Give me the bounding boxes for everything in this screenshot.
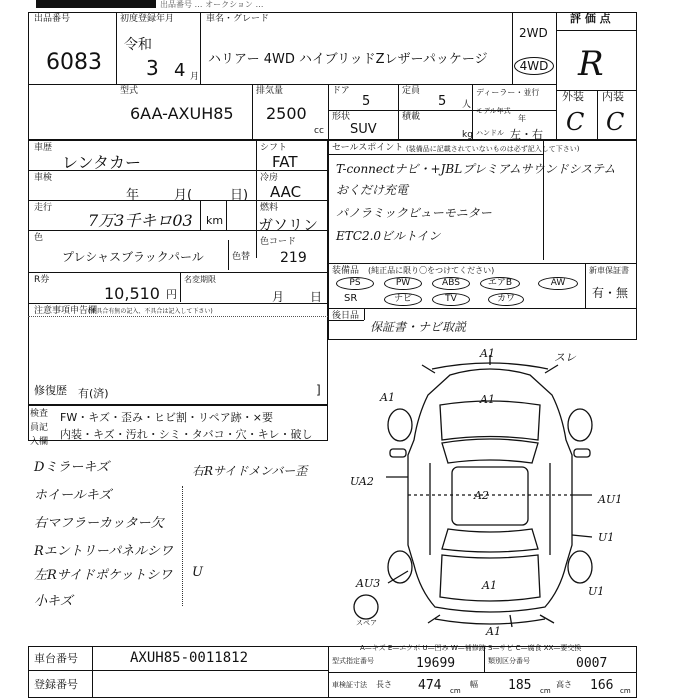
note-side: 左Rサイドポケットシワ — [34, 568, 173, 583]
mark-hood: A1 — [480, 393, 495, 406]
note-aisle: 小キズ — [34, 594, 73, 609]
notes-label: 注意事項申告欄 — [34, 306, 98, 316]
note-wheel: ホイールキズ — [34, 488, 112, 503]
repair-bracket: ] — [316, 383, 321, 397]
registration-label: 初度登録年月 — [120, 14, 175, 24]
equip-navi: ナビ — [384, 293, 422, 306]
equip-airbag: エアB — [480, 277, 520, 290]
mark-rear-right: U1 — [588, 585, 605, 598]
color-change-label: 色替 — [232, 252, 251, 262]
sales-label: セールスポイント — [332, 143, 404, 153]
recycle-value: 10,510 — [104, 284, 160, 303]
handle-label: ハンドル — [476, 129, 504, 137]
mark-roof: A2 — [474, 489, 489, 502]
sales-line-3: パノラミックビューモニター — [336, 206, 492, 220]
sales-line-1: T-connectナビ・+JBLプレミアムサウンドシステム — [336, 162, 616, 176]
inspection-month: 月( — [174, 188, 193, 203]
fuel-label: 燃料 — [260, 203, 279, 213]
drive-2wd: 2WD — [519, 26, 548, 40]
exterior-label: 外装 — [562, 90, 584, 103]
width-unit: cm — [540, 687, 551, 695]
chassis-label: 車台番号 — [34, 652, 78, 665]
color-value: プレシャスブラックパール — [62, 250, 204, 264]
roof — [452, 467, 528, 525]
aircon-label: 冷房 — [260, 173, 279, 183]
doors-value: 5 — [362, 94, 371, 109]
sales-line-2: おくだけ充電 — [336, 183, 409, 197]
capacity-label: 定員 — [402, 86, 421, 96]
recycle-unit: 円 — [166, 288, 177, 301]
dimension-label: 車検証寸法 — [332, 681, 367, 689]
new-warranty-value: 有・無 — [592, 286, 629, 300]
registration-era: 令和 — [124, 37, 152, 53]
mark-trunk: A1 — [482, 579, 497, 592]
registration-month-unit: 月 — [190, 72, 200, 82]
addendum-label: 後日品 — [332, 311, 360, 321]
mark-rear: A1 — [486, 625, 501, 635]
rear-right-tire — [568, 551, 592, 583]
registration-no-label: 登録番号 — [34, 678, 78, 691]
trunk — [440, 555, 540, 601]
top-strip — [36, 0, 156, 8]
displacement-value: 2500 — [266, 104, 307, 123]
inspector-row-1: FW・キズ・歪み・ヒビ割・リペア跡・×要 — [60, 411, 273, 424]
payload-unit: kg — [462, 130, 473, 140]
exterior-grade: C — [566, 108, 585, 136]
lot-label: 出品番号 — [34, 14, 71, 24]
spare-label: スペア — [356, 619, 377, 627]
model-year-label: モデル年式 — [476, 107, 511, 115]
mileage-label: 走行 — [34, 203, 53, 213]
mileage-unit: km — [206, 214, 224, 227]
sales-line-4: ETC2.0ビルトイン — [336, 229, 441, 243]
tax-month: 月 — [272, 290, 285, 304]
class-no-label: 類別区分番号 — [488, 657, 530, 665]
notes-sub: (不具合有無の記入、不具合は記入して下さい) — [88, 308, 213, 315]
height-label: 高さ — [556, 680, 572, 689]
note-muffler: 右マフラーカッター欠 — [34, 516, 164, 531]
equip-tv: TV — [432, 293, 470, 306]
capacity-value: 5 — [438, 94, 447, 109]
inspection-label: 車検 — [34, 173, 53, 183]
handle-value: 左・右 — [510, 128, 543, 141]
equip-pw: PW — [384, 277, 422, 290]
inspector-row-2: 内装・キズ・汚れ・シミ・タバコ・穴・キレ・破し — [60, 428, 313, 441]
mark-front: A1 — [480, 347, 495, 360]
mark-front-slash: スレ — [554, 351, 576, 364]
damage-legend: A—キズ E—エクボ U—凹み W—補修跡 S—サビ C—腐食 XX—要交換 — [360, 644, 582, 652]
width-value: 185 — [508, 678, 532, 693]
left-mirror — [390, 449, 406, 457]
model-label: 型式 — [120, 86, 139, 96]
displacement-label: 排気量 — [256, 86, 284, 96]
mark-right-door: AU1 — [598, 493, 623, 506]
sales-sub: (装備品に記載されていないものは必ず記入して下さい) — [406, 145, 580, 153]
score-label: 評 価 点 — [570, 12, 611, 25]
windshield — [442, 439, 538, 463]
dealer-label: ディーラー・並行 — [476, 88, 540, 97]
note-right: 右Rサイドメンバー歪 — [192, 464, 308, 478]
usage-value: レンタカー — [62, 153, 141, 172]
payload-label: 積載 — [402, 112, 421, 122]
interior-grade: C — [606, 108, 625, 136]
mark-right-rear: U1 — [598, 531, 615, 544]
rear-bumper — [435, 619, 545, 624]
inspection-day: 日) — [230, 188, 249, 203]
rear-window — [442, 529, 538, 552]
model-value: 6AA-AXUH85 — [130, 104, 234, 123]
equipment-label: 装備品 — [332, 266, 360, 276]
hood — [440, 401, 540, 440]
tax-day: 日 — [310, 290, 323, 304]
doors-label: ドア — [332, 86, 350, 96]
new-warranty-label: 新車保証書 — [589, 266, 629, 275]
top-strip-text: 出品番号 … オークション … — [160, 0, 264, 9]
length-unit: cm — [450, 687, 461, 695]
equip-sr: SR — [344, 293, 358, 304]
color-label: 色 — [34, 233, 44, 243]
shift-label: シフト — [260, 143, 288, 153]
mark-left-front: A1 — [380, 391, 395, 404]
type-cert-value: 19699 — [416, 656, 456, 671]
length-value: 474 — [418, 678, 442, 693]
front-right-tire — [568, 409, 592, 441]
note-u: U — [192, 565, 203, 580]
mileage-value: 7万3千キロ03 — [88, 211, 193, 230]
body-label: 形状 — [332, 112, 351, 122]
inspection-year: 年 — [126, 188, 140, 203]
repair-label: 修復歴 — [34, 384, 67, 397]
score-value: R — [578, 44, 604, 84]
equip-ps: PS — [336, 277, 374, 290]
front-left-tire — [388, 409, 412, 441]
inspector-label: 検査員記入欄 — [30, 409, 49, 447]
body-value: SUV — [350, 122, 377, 137]
interior-label: 内装 — [602, 90, 624, 103]
vehicle-label: 車名・グレード — [206, 14, 270, 24]
mark-left-door: UA2 — [350, 475, 374, 488]
fuel-value: ガソリン — [258, 216, 319, 234]
car-damage-diagram — [340, 345, 640, 635]
note-mirror: Dミラーキズ — [34, 460, 110, 475]
right-mirror — [574, 449, 590, 457]
lot-number: 6083 — [46, 50, 102, 75]
equip-leather: カワ — [488, 293, 524, 306]
equip-abs: ABS — [432, 277, 470, 290]
usage-label: 車歴 — [34, 143, 53, 153]
color-code-label: 色コード — [260, 237, 297, 247]
color-code-value: 219 — [280, 250, 307, 266]
note-entry: Rエントリーパネルシワ — [34, 544, 173, 559]
class-no-value: 0007 — [576, 656, 608, 671]
repair-value: 有(済) — [78, 387, 109, 400]
aircon-value: AAC — [270, 183, 302, 201]
chassis-value: AXUH85-0011812 — [130, 650, 249, 666]
length-label: 長さ — [376, 680, 392, 689]
equipment-sub: (純正品に限り〇をつけてください) — [368, 266, 495, 275]
type-cert-label: 型式指定番号 — [332, 657, 374, 665]
spare-tire — [354, 595, 378, 619]
registration-year: 3 — [146, 56, 159, 80]
recycle-label: R券 — [34, 275, 50, 285]
displacement-unit: cc — [314, 126, 324, 136]
width-label: 幅 — [470, 680, 478, 689]
equip-aw: AW — [538, 277, 578, 290]
model-year-unit: 年 — [518, 114, 526, 123]
shift-value: FAT — [272, 153, 298, 171]
height-value: 166 — [590, 678, 614, 693]
capacity-unit: 人 — [462, 100, 472, 110]
height-unit: cm — [620, 687, 631, 695]
vehicle-name: ハリアー 4WD ハイブリッドZレザーパッケージ — [208, 52, 488, 67]
addendum-value: 保証書・ナビ取説 — [370, 320, 467, 334]
drive-4wd-circled: 4WD — [514, 57, 554, 75]
tax-label: 名変期限 — [184, 275, 216, 284]
mark-left-rear: AU3 — [356, 577, 381, 590]
rear-left-tire — [388, 551, 412, 583]
registration-month: 4 — [174, 60, 186, 81]
